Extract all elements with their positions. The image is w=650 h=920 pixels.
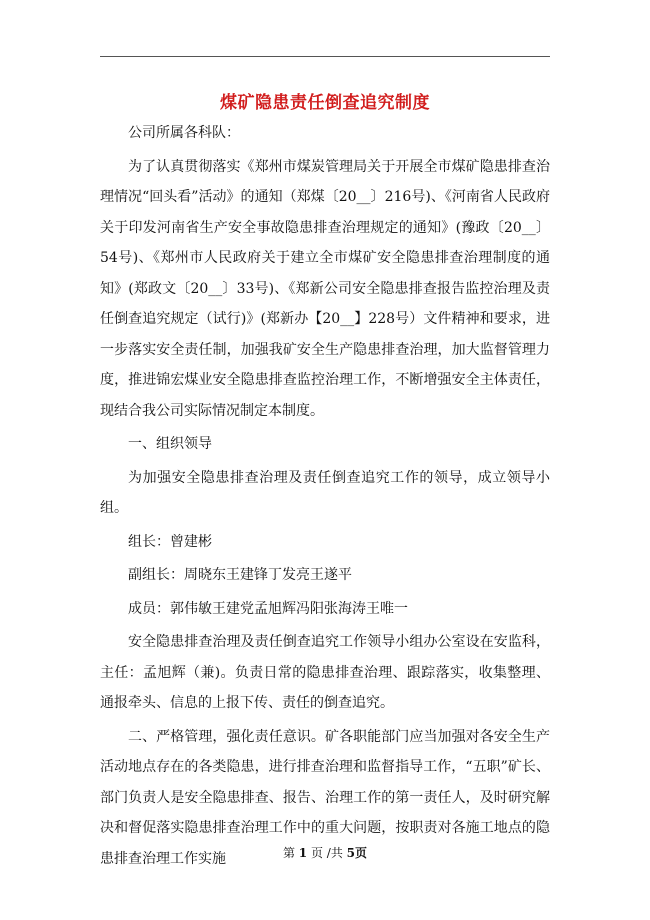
paragraph-deputy-leaders: 副组长：周晓东王建锋丁发亮王遂平: [128, 567, 352, 583]
paragraph-group-leader: 组长：曾建彬: [128, 533, 212, 550]
page-footer: [0, 844, 650, 861]
footer-total-pages: 5: [346, 846, 356, 860]
footer-suffix: 页: [355, 846, 368, 860]
paragraph-members: 成员：郭伟敏王建党孟旭辉冯阳张海涛王唯一: [128, 600, 408, 617]
footer-middle: 页 /共: [310, 846, 343, 860]
paragraph-preamble: 为了认真贯彻落实《郑州市煤炭管理局关于开展全市煤矿隐患排查治理情况“回头看”活动》的通知（郑煤〔20__〕216号)、《河南省人民政府关于印发河南省生产安全事故隐患排查治理规定的通知》(豫政〔20__〕54号)、《郑州市人民政府关于建立全市煤矿安全隐患排查治理制度的通知》(郑政文〔20__〕33号)、《郑新公司安全隐患排查报告监控治理及责任倒查追究规定（试行)》(郑新办【20__】228号）文件精神和要求，进一步落实安全责任制，加强我矿安全生产隐患排查治理，加大监督管理力度，推进锦宏煤业安全隐患排查监控治理工作，不断增强安全主体责任，现结合我公司实际情况制定本制度。: [100, 158, 550, 419]
document-body: [100, 118, 550, 874]
footer-page-number: 1: [298, 846, 308, 860]
paragraph-office: 安全隐患排查治理及责任倒查追究工作领导小组办公室设在安监科，主任：孟旭辉（兼)。负责日常的隐患排查治理、跟踪落实，收集整理、通报牵头、信息的上报下传、责任的倒查追究。: [100, 634, 550, 711]
footer-prefix: 第: [282, 846, 295, 860]
paragraph-strict-management: 二、严格管理，强化责任意识。矿各职能部门应当加强对各安全生产活动地点存在的各类隐患，进行排查治理和监督指导工作，“五职”矿长、部门负责人是安全隐患排查、报告、治理工作的第一责任人，及时研究解决和督促落实隐患排查治理工作中的重大问题，按职责对各施工地点的隐患排查治理工作实施: [100, 728, 550, 867]
section-heading-organization: 一、组织领导: [128, 436, 212, 452]
header-rule: [100, 56, 550, 57]
document-title: 煤矿隐患责任倒查追究制度: [220, 93, 430, 113]
paragraph-salutation: 公司所属各科队：: [128, 125, 240, 141]
paragraph-leadership-group: 为加强安全隐患排查治理及责任倒查追究工作的领导，成立领导小组。: [100, 469, 550, 516]
